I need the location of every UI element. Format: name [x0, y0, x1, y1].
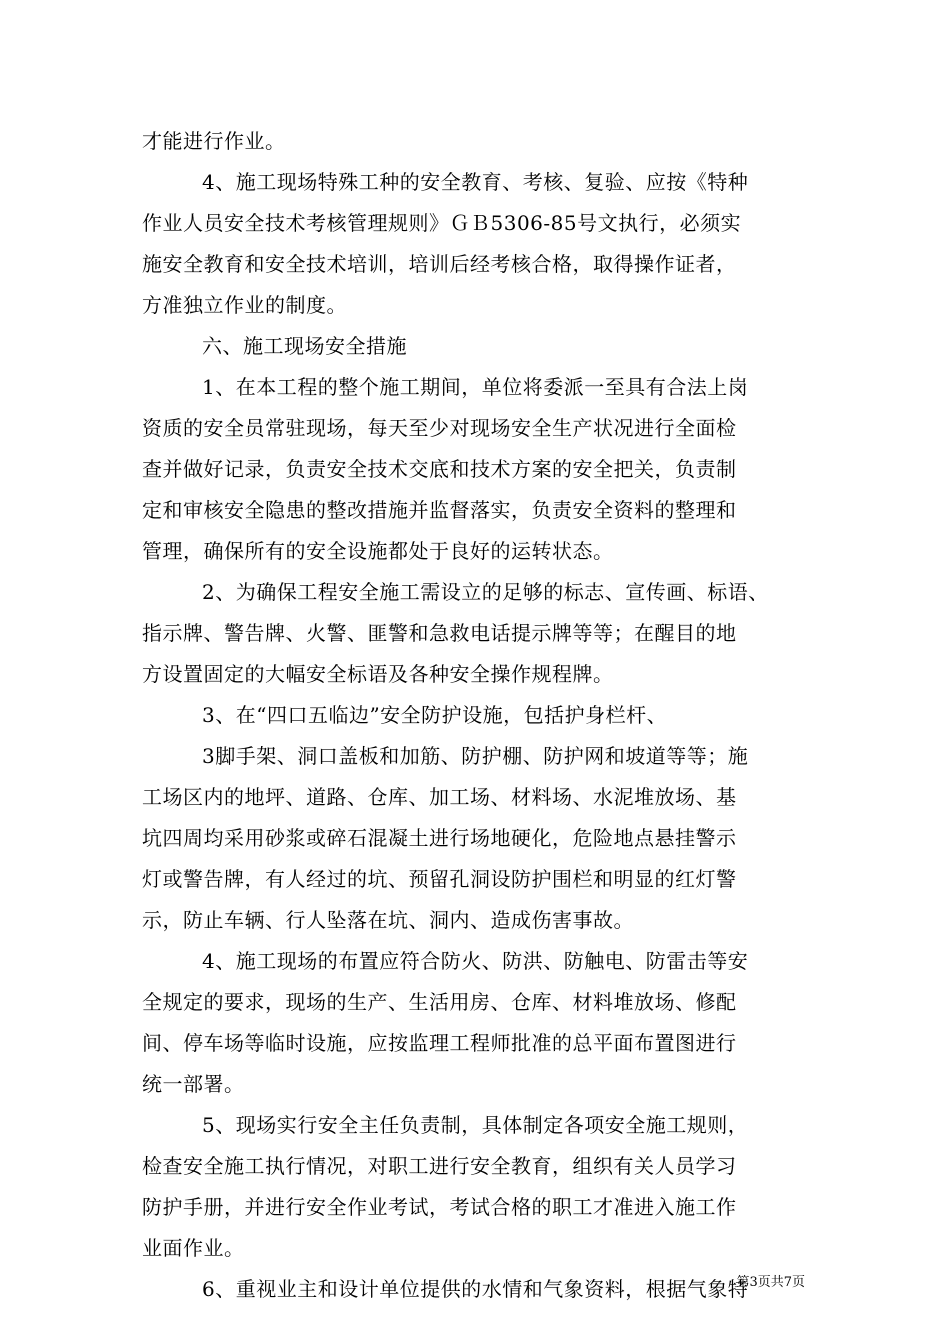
text-line: 管理，确保所有的安全设施都处于良好的运转状态。	[142, 539, 614, 563]
text-line: 1、在本工程的整个施工期间，单位将委派一至具有合法上岗	[202, 375, 749, 399]
text-line: 4、施工现场特殊工种的安全教育、考核、复验、应按《特种	[202, 170, 749, 194]
page-number: 第3页共7页	[736, 1275, 805, 1290]
text-line: 灯或警告牌，有人经过的坑、预留孔洞设防护围栏和明显的红灯警	[142, 867, 737, 891]
section-heading: 六、施工现场安全措施	[202, 334, 407, 358]
text-line: 查并做好记录，负责安全技术交底和技术方案的安全把关，负责制	[142, 457, 737, 481]
text-line: 3、在“四口五临边”安全防护设施，包括护身栏杆、	[202, 703, 668, 727]
text-line: 防护手册，并进行安全作业考试，考试合格的职工才准进入施工作	[142, 1195, 737, 1219]
text-line: 方设置固定的大幅安全标语及各种安全操作规程牌。	[142, 662, 614, 686]
text-line: 工场区内的地坪、道路、仓库、加工场、材料场、水泥堆放场、基	[142, 785, 737, 809]
text-line: 业面作业。	[142, 1236, 245, 1260]
text-line: 3脚手架、洞口盖板和加筋、防护棚、防护网和坡道等等；施	[202, 744, 749, 768]
text-line: 指示牌、警告牌、火警、匪警和急救电话提示牌等等；在醒目的地	[142, 621, 737, 645]
text-line: 统一部署。	[142, 1072, 245, 1096]
text-line: 示，防止车辆、行人坠落在坑、洞内、造成伤害事故。	[142, 908, 634, 932]
text-line: 坑四周均采用砂浆或碎石混凝土进行场地硬化，危险地点悬挂警示	[142, 826, 737, 850]
text-line: 方准独立作业的制度。	[142, 293, 347, 317]
text-line: 施安全教育和安全技术培训，培训后经考核合格，取得操作证者，	[142, 252, 737, 276]
text-line: 资质的安全员常驻现场，每天至少对现场安全生产状况进行全面检	[142, 416, 737, 440]
text-line: 5、现场实行安全主任负责制，具体制定各项安全施工规则，	[202, 1113, 749, 1137]
text-line: 全规定的要求，现场的生产、生活用房、仓库、材料堆放场、修配	[142, 990, 737, 1014]
text-line: 检查安全施工执行情况，对职工进行安全教育，组织有关人员学习	[142, 1154, 737, 1178]
text-line: 才能进行作业。	[142, 129, 286, 153]
text-line: 6、重视业主和设计单位提供的水情和气象资料，根据气象特	[202, 1277, 749, 1301]
text-line: 2、为确保工程安全施工需设立的足够的标志、宣传画、标语、	[202, 580, 769, 604]
text-line: 定和审核安全隐患的整改措施并监督落实，负责安全资料的整理和	[142, 498, 737, 522]
text-line: 间、停车场等临时设施，应按监理工程师批准的总平面布置图进行	[142, 1031, 737, 1055]
text-line: 4、施工现场的布置应符合防火、防洪、防触电、防雷击等安	[202, 949, 749, 973]
text-line: 作业人员安全技术考核管理规则》ＧＢ5306-85号文执行，必须实	[142, 211, 742, 235]
